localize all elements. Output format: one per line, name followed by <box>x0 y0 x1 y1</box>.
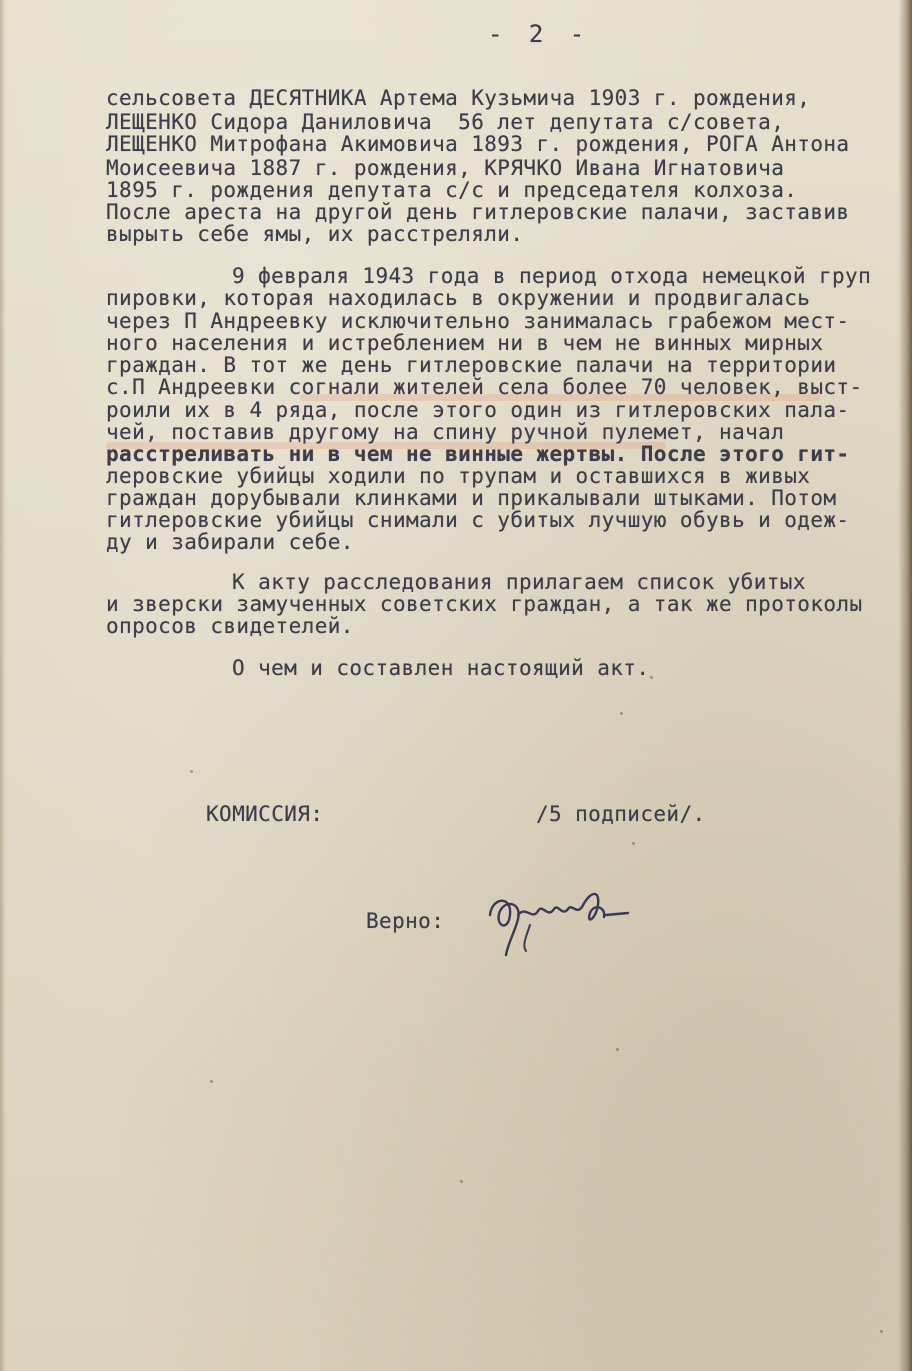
page-number: - 2 - <box>488 20 591 48</box>
paragraph-line: с.П Андреевки согнали жителей села более 70 человек, выст- <box>106 375 863 399</box>
paper-speck <box>650 676 653 679</box>
paper-speck <box>210 1080 213 1083</box>
paragraph-line: ду и забирали себе. <box>106 530 354 554</box>
paragraph-line: После ареста на другой день гитлеровские палачи, заставив <box>106 200 850 224</box>
paragraph-line: граждан дорубывали клинками и прикалывали штыками. Потом <box>106 486 837 510</box>
paragraph-line: опросов свидетелей. <box>106 614 354 638</box>
paragraph-line: через П Андреевку исключительно занималась грабежом мест- <box>106 309 850 333</box>
paragraph-line: пировки, которая находилась в окружении и продвигалась <box>106 286 811 310</box>
paragraph-line: расстреливать ни в чем не винные жертвы. После этого гит- <box>106 442 850 466</box>
paper-speck <box>460 1180 463 1183</box>
closing-statement: О чем и составлен настоящий акт. <box>232 656 650 680</box>
paragraph-line: вырыть себе ямы, их расстреляли. <box>106 222 524 246</box>
paragraph-line: гитлеровские убийцы снимали с убитых лучшую обувь и одеж- <box>106 508 850 532</box>
paragraph-line: Моисеевича 1887 г. рождения, КРЯЧКО Ивана Игнатовича <box>106 156 785 180</box>
commission-label: КОМИССИЯ: <box>206 802 324 826</box>
paragraph-line: 1895 г. рождения депутата с/с и председателя колхоза. <box>106 178 798 202</box>
paper-speck <box>616 1048 619 1051</box>
paper-speck <box>632 842 635 845</box>
paragraph-line: роили их в 4 ряда, после этого один из гитлеровских пала- <box>106 398 850 422</box>
paragraph-line: ного населения и истреблением ни в чем не винных мирных <box>106 331 824 355</box>
paragraph-line: леровские убийцы ходили по трупам и оставшихся в живых <box>106 464 811 488</box>
paragraph-line: сельсовета ДЕСЯТНИКА Артема Кузьмича 1903 г. рождения, <box>106 86 811 110</box>
page-edge-right <box>898 0 912 1371</box>
paper-speck <box>620 712 623 715</box>
verified-label: Верно: <box>366 909 445 933</box>
paragraph-line: ЛЕЩЕНКО Митрофана Акимовича 1893 г. рождения, РОГА Антона <box>106 132 850 156</box>
paragraph-line: ЛЕЩЕНКО Сидора Даниловича 56 лет депутата с/совета, <box>106 110 785 134</box>
paragraph-line: граждан. В тот же день гитлеровские палачи на территории <box>106 353 837 377</box>
paper-speck <box>880 1330 883 1333</box>
paragraph-line: К акту расследования прилагаем список убитых <box>232 570 806 594</box>
signatures-note: /5 подписей/. <box>536 802 706 826</box>
paper-speck <box>190 770 193 773</box>
paragraph-line: чей, поставив другому на спину ручной пулемет, начал <box>106 420 785 444</box>
page-edge-left <box>0 0 6 1371</box>
handwritten-signature <box>482 885 632 960</box>
paragraph-line: 9 февраля 1943 года в период отхода немецкой груп <box>232 264 872 288</box>
paragraph-line: и зверски замученных советских граждан, а так же протоколы <box>106 592 863 616</box>
